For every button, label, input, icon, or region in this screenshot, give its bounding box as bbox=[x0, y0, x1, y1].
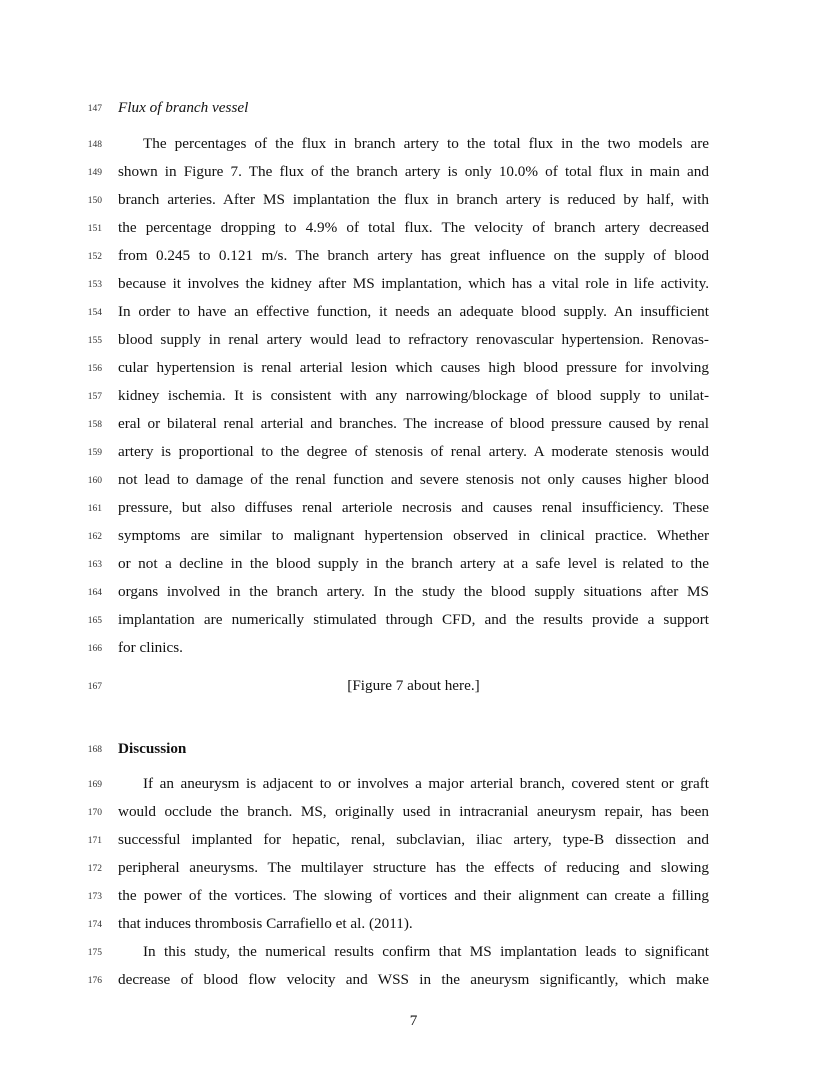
line-number: 149 bbox=[87, 168, 102, 178]
paragraph-line: from 0.245 to 0.121 m/s. The branch artery has great influence on the supply of blood bbox=[118, 247, 709, 264]
line-number: 172 bbox=[87, 864, 102, 874]
line-number: 161 bbox=[87, 504, 102, 514]
line-number: 165 bbox=[87, 616, 102, 626]
line-number: 169 bbox=[87, 780, 102, 790]
line-number: 175 bbox=[87, 948, 102, 958]
line-number: 153 bbox=[87, 280, 102, 290]
line-number: 147 bbox=[87, 104, 102, 114]
line-number: 174 bbox=[87, 920, 102, 930]
paragraph-line: peripheral aneurysms. The multilayer structure has the effects of reducing and slowing bbox=[118, 859, 709, 876]
page-number: 7 bbox=[409, 1012, 418, 1029]
line-number: 158 bbox=[87, 420, 102, 430]
line-number: 160 bbox=[87, 476, 102, 486]
line-number: 151 bbox=[87, 224, 102, 234]
line-number: 159 bbox=[87, 448, 102, 458]
paragraph-line: In order to have an effective function, it needs an adequate blood supply. An insufficient bbox=[118, 303, 709, 320]
paragraph-line: organs involved in the branch artery. In the study the blood supply situations after MS bbox=[118, 583, 709, 600]
paragraph-line: the percentage dropping to 4.9% of total flux. The velocity of branch artery decreased bbox=[118, 219, 709, 236]
paragraph-line: that induces thrombosis Carrafiello et al. (2011). bbox=[118, 915, 413, 932]
paragraph-line: shown in Figure 7. The flux of the branch artery is only 10.0% of total flux in main and bbox=[118, 163, 709, 180]
paragraph-line: pressure, but also diffuses renal arteriole necrosis and causes renal insufficiency. These bbox=[118, 499, 709, 516]
paragraph-line: decrease of blood flow velocity and WSS in the aneurysm significantly, which make bbox=[118, 971, 709, 988]
paragraph-line: would occlude the branch. MS, originally used in intracranial aneurysm repair, has been bbox=[118, 803, 709, 820]
paragraph-line: cular hypertension is renal arterial lesion which causes high blood pressure for involving bbox=[118, 359, 709, 376]
line-number: 170 bbox=[87, 808, 102, 818]
paragraph-line: If an aneurysm is adjacent to or involves a major arterial branch, covered stent or graft bbox=[143, 775, 709, 792]
line-number: 163 bbox=[87, 560, 102, 570]
line-number: 173 bbox=[87, 892, 102, 902]
line-number: 171 bbox=[87, 836, 102, 846]
paragraph-line: successful implanted for hepatic, renal, subclavian, iliac artery, type-B dissection and bbox=[118, 831, 709, 848]
paragraph-line: implantation are numerically stimulated through CFD, and the results provide a support bbox=[118, 611, 709, 628]
paragraph-line: not lead to damage of the renal function and severe stenosis not only causes higher blood bbox=[118, 471, 709, 488]
paragraph-line: The percentages of the flux in branch artery to the total flux in the two models are bbox=[143, 135, 709, 152]
paragraph-line: branch arteries. After MS implantation the flux in branch artery is reduced by half, with bbox=[118, 191, 709, 208]
line-number: 148 bbox=[87, 140, 102, 150]
paragraph-line: because it involves the kidney after MS implantation, which has a vital role in life activity. bbox=[118, 275, 709, 292]
line-number: 168 bbox=[87, 745, 102, 755]
paragraph-line: blood supply in renal artery would lead to refractory renovascular hypertension. Renovas- bbox=[118, 331, 709, 348]
line-number: 162 bbox=[87, 532, 102, 542]
paragraph-line: the power of the vortices. The slowing of vortices and their alignment can create a filling bbox=[118, 887, 709, 904]
line-number: 176 bbox=[87, 976, 102, 986]
paragraph-line: or not a decline in the blood supply in the branch artery at a safe level is related to the bbox=[118, 555, 709, 572]
line-number: 156 bbox=[87, 364, 102, 374]
paragraph-line: for clinics. bbox=[118, 639, 183, 656]
section-heading: Discussion bbox=[118, 740, 187, 757]
line-number: 154 bbox=[87, 308, 102, 318]
paragraph-line: artery is proportional to the degree of stenosis of renal artery. A moderate stenosis would bbox=[118, 443, 709, 460]
line-number: 150 bbox=[87, 196, 102, 206]
paragraph-line: kidney ischemia. It is consistent with any narrowing/blockage of blood supply to unilat- bbox=[118, 387, 709, 404]
paragraph-line: symptoms are similar to malignant hypertension observed in clinical practice. Whether bbox=[118, 527, 709, 544]
paragraph-line: eral or bilateral renal arterial and branches. The increase of blood pressure caused by renal bbox=[118, 415, 709, 432]
line-number: 155 bbox=[87, 336, 102, 346]
line-number: 167 bbox=[87, 682, 102, 692]
line-number: 152 bbox=[87, 252, 102, 262]
line-number: 157 bbox=[87, 392, 102, 402]
line-number: 166 bbox=[87, 644, 102, 654]
line-number: 164 bbox=[87, 588, 102, 598]
subsection-heading: Flux of branch vessel bbox=[118, 99, 249, 116]
figure-placeholder: [Figure 7 about here.] bbox=[347, 677, 480, 694]
paragraph-line: In this study, the numerical results confirm that MS implantation leads to significant bbox=[143, 943, 709, 960]
